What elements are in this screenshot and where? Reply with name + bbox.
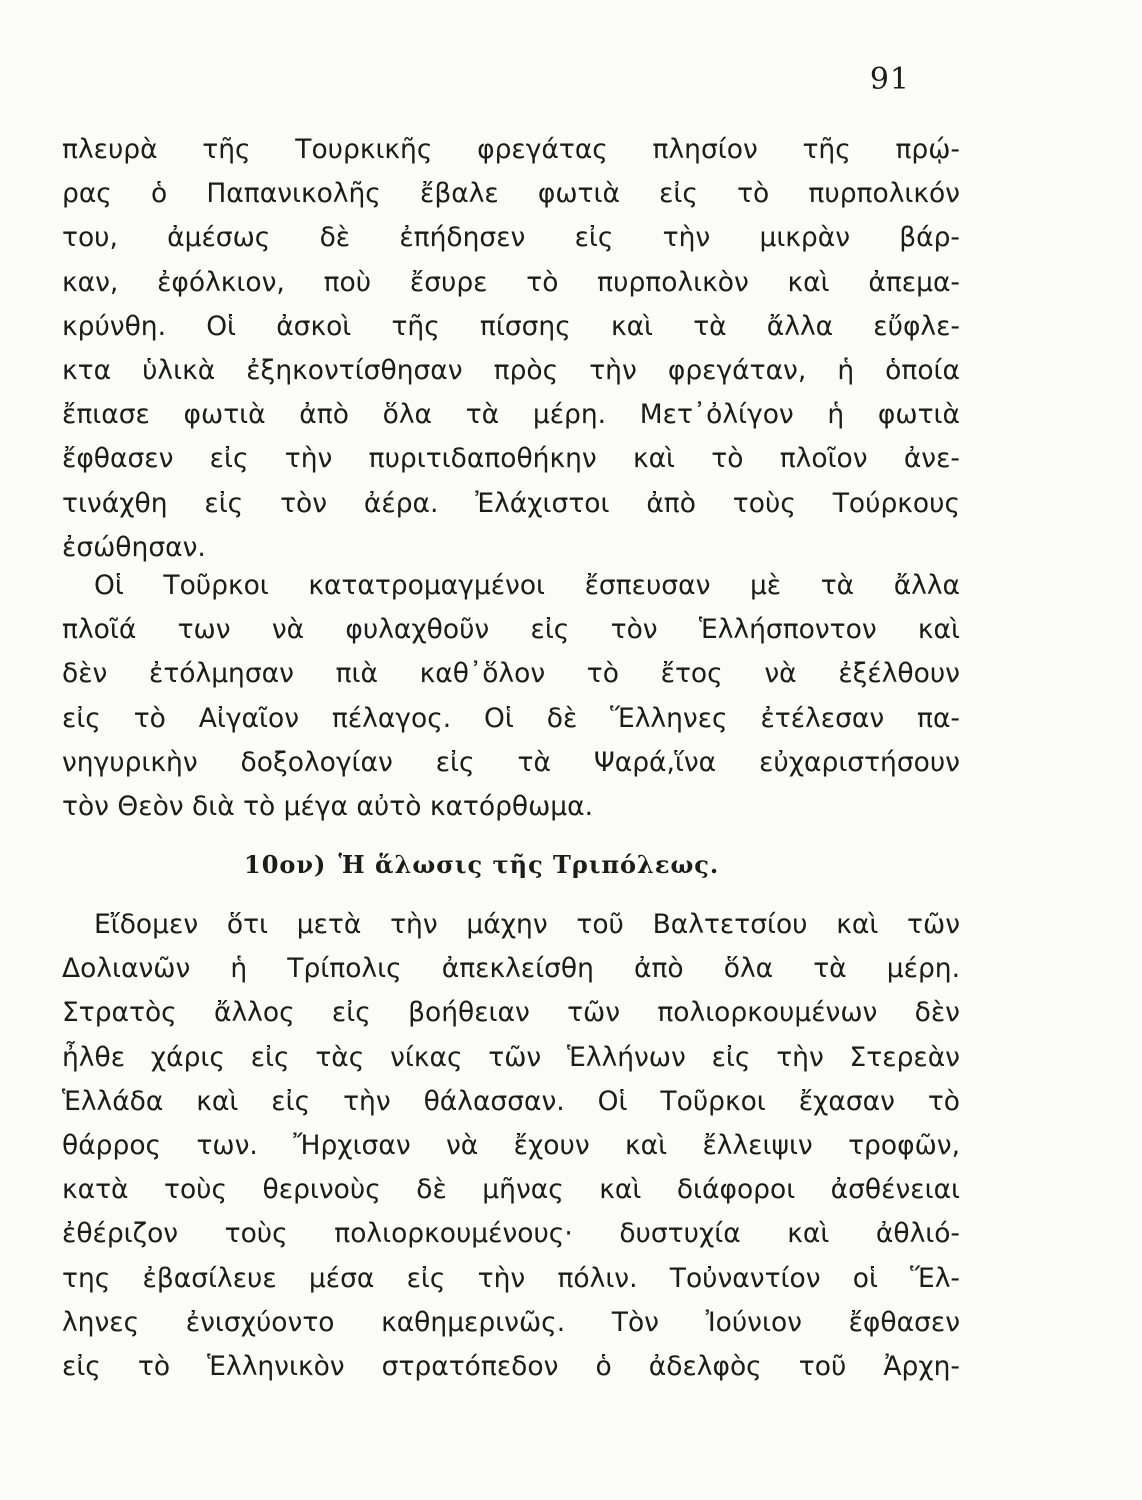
text-line: Οἱ Τοῦρκοι κατατρομαγμένοι ἔσπευσαν μὲ τὰ ἄλλα — [94, 570, 960, 601]
text-line: καν, ἐφόλκιον, ποὺ ἔσυρε τὸ πυρπολικὸν καὶ ἀπεμα- — [62, 266, 960, 298]
text-line: ἐσώθησαν. — [62, 531, 206, 563]
text-line: νηγυρικὴν δοξολογίαν εἰς τὰ Ψαρά,ἵνα εὐχαριστήσουν — [62, 746, 960, 778]
text-line: Δολιανῶν ἡ Τρίπολις ἀπεκλείσθη ἀπὸ ὅλα τὰ μέρη. — [62, 953, 960, 985]
paragraph-turks-retreat — [62, 564, 960, 829]
text-line: Στρατὸς ἄλλος εἰς βοήθειαν τῶν πολιορκουμένων δὲν — [62, 997, 960, 1029]
section-number: 10ον) — [244, 850, 327, 879]
text-line: Εἴδομεν ὅτι μετὰ τὴν μάχην τοῦ Βαλτετσίου καὶ τῶν — [94, 909, 960, 940]
text-line: ρας ὁ Παπανικολῆς ἔβαλε φωτιὰ εἰς τὸ πυρπολικόν — [62, 178, 960, 210]
text-line: ληνες ἐνισχύοντο καθημερινῶς. Τὸν Ἰούνιον ἔφθασεν — [62, 1306, 960, 1338]
text-line: ἐθέριζον τοὺς πολιορκουμένους· δυστυχία καὶ ἀθλιό- — [62, 1218, 960, 1250]
text-line: ἦλθε χάρις εἰς τὰς νίκας τῶν Ἑλλήνων εἰς τὴν Στερεὰν — [62, 1041, 960, 1073]
text-line: κατὰ τοὺς θερινοὺς δὲ μῆνας καὶ διάφοροι ἀσθένειαι — [62, 1174, 960, 1206]
text-line: κτα ὑλικὰ ἐξηκοντίσθησαν πρὸς τὴν φρεγάταν, ἡ ὁποία — [62, 354, 960, 386]
page-number: 91 — [869, 62, 910, 97]
text-line: τινάχθη εἰς τὸν ἀέρα. Ἐλάχιστοι ἀπὸ τοὺς Τούρκους — [62, 487, 960, 519]
text-line: πλευρὰ τῆς Τουρκικῆς φρεγάτας πλησίον τῆς πρῴ- — [62, 134, 960, 165]
text-line: πλοῖά των νὰ φυλαχθοῦν εἰς τὸν Ἑλλήσποντον καὶ — [62, 614, 960, 646]
text-line: ἔφθασεν εἰς τὴν πυριτιδαποθήκην καὶ τὸ πλοῖον ἀνε- — [62, 443, 960, 475]
text-line: ἔπιασε φωτιὰ ἀπὸ ὅλα τὰ μέρη. Μετ᾽ὀλίγον ἡ φωτιὰ — [62, 399, 960, 431]
section-heading — [244, 850, 719, 879]
text-line: εἰς τὸ Ἑλληνικὸν στρατόπεδον ὁ ἀδελφὸς τοῦ Ἀρχη- — [62, 1350, 960, 1382]
text-line: θάρρος των. Ἤρχισαν νὰ ἔχουν καὶ ἔλλειψιν τροφῶν, — [62, 1129, 960, 1161]
paragraph-fireship — [62, 128, 960, 570]
text-line: κρύνθη. Οἱ ἀσκοὶ τῆς πίσσης καὶ τὰ ἄλλα εὔφλε- — [62, 310, 960, 342]
text-line: Ἑλλάδα καὶ εἰς τὴν θάλασσαν. Οἱ Τοῦρκοι ἔχασαν τὸ — [62, 1085, 960, 1117]
text-line: δὲν ἐτόλμησαν πιὰ καθ᾽ὅλον τὸ ἔτος νὰ ἐξέλθουν — [62, 658, 960, 690]
text-line: της ἐβασίλευε μέσα εἰς τὴν πόλιν. Τοὐναντίον οἱ Ἕλ- — [62, 1262, 960, 1294]
paragraph-tripoli-siege — [62, 903, 960, 1389]
text-line: εἰς τὸ Αἰγαῖον πέλαγος. Οἱ δὲ Ἕλληνες ἐτέλεσαν πα- — [62, 702, 960, 734]
text-line: τὸν Θεὸν διὰ τὸ μέγα αὐτὸ κατόρθωμα. — [62, 790, 594, 822]
section-title: Ἡ ἅλωσις τῆς Τριπόλεως. — [338, 850, 720, 879]
text-line: του, ἀμέσως δὲ ἐπήδησεν εἰς τὴν μικρὰν βάρ- — [62, 222, 960, 254]
